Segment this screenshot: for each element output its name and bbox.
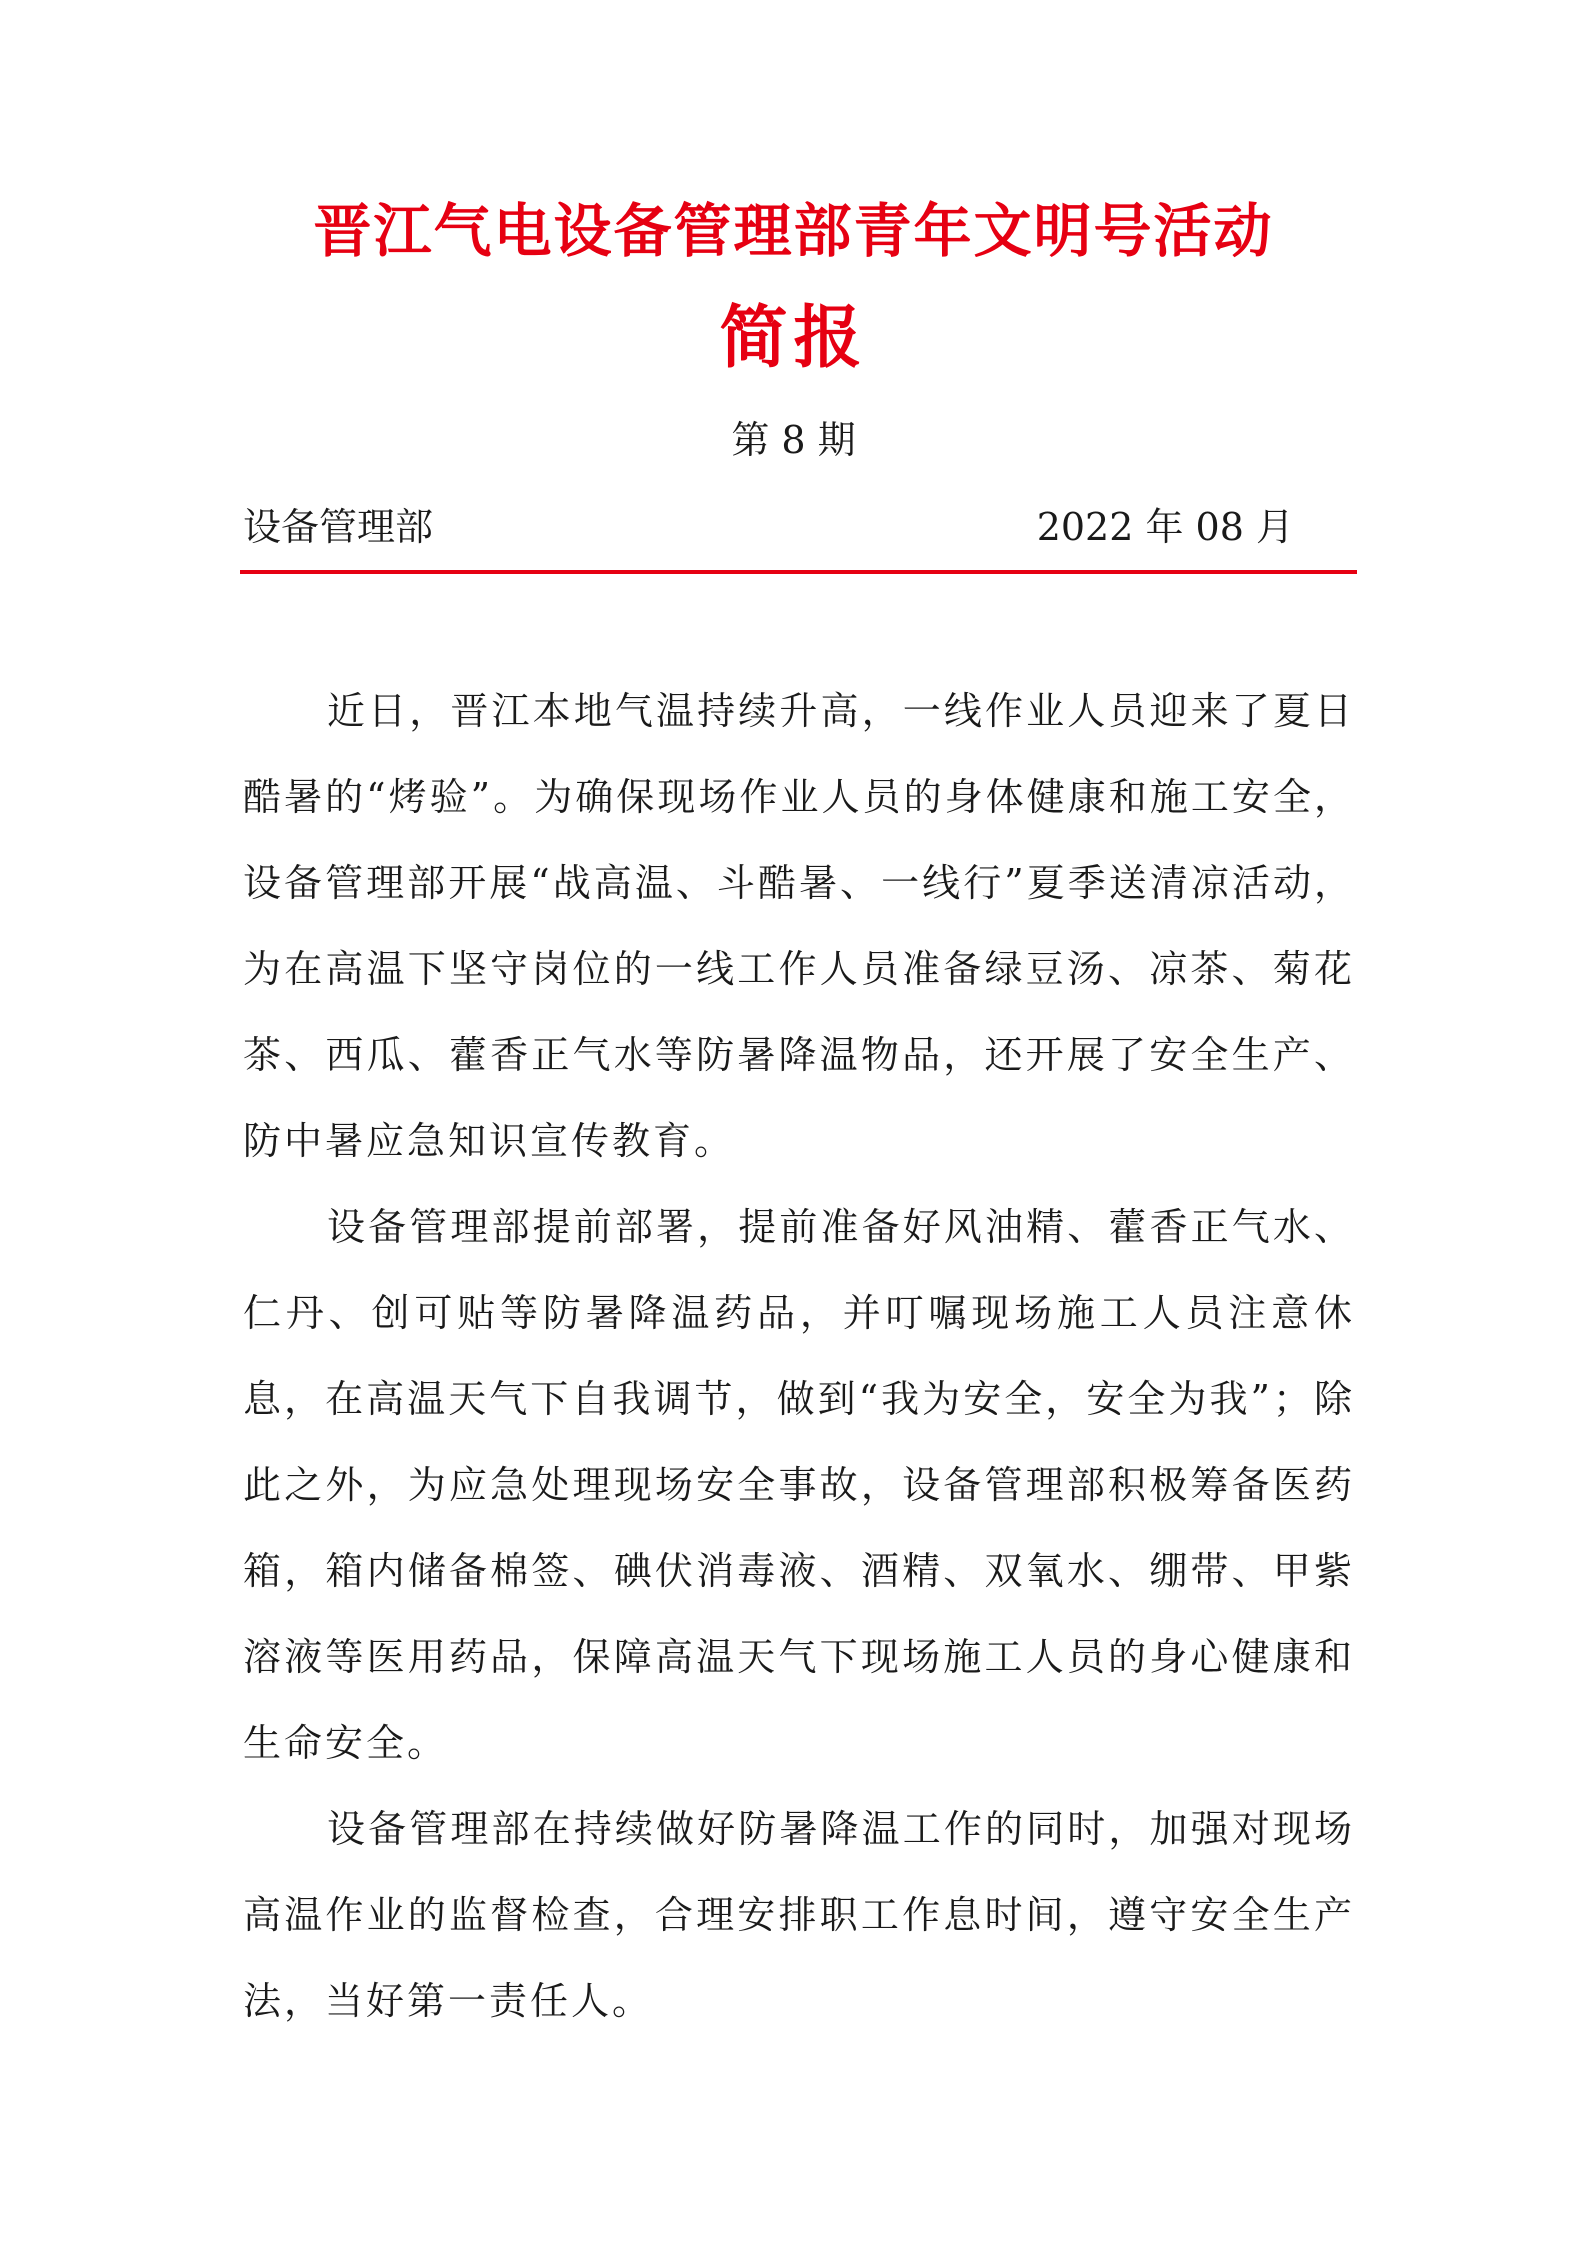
issue-date: 2022 年 08 月	[1036, 505, 1294, 549]
article-paragraph: 设备管理部在持续做好防暑降温工作的同时，加强对现场高温作业的监督检查，合理安排职工作息时间，遵守安全生产法，当好第一责任人。	[243, 1807, 1355, 2023]
issue-number: 第 8 期	[731, 418, 856, 462]
article-paragraph: 设备管理部提前部署，提前准备好风油精、藿香正气水、仁丹、创可贴等防暑降温药品，并叮嘱现场施工人员注意休息，在高温天气下自我调节，做到“我为安全，安全为我”；除此之外，为应急处理现场安全事故，设备管理部积极筹备医药箱，箱内储备棉签、碘伏消毒液、酒精、双氧水、绷带、甲紫溶液等医用药品，保障高温天气下现场施工人员的身心健康和生命安全。	[243, 1205, 1355, 1765]
document-subtitle: 简报	[719, 298, 868, 378]
article-body	[243, 668, 1355, 2044]
header-divider	[240, 570, 1357, 574]
article-paragraph: 近日，晋江本地气温持续升高，一线作业人员迎来了夏日酷暑的“烤验”。为确保现场作业人员的身体健康和施工安全，设备管理部开展“战高温、斗酷暑、一线行”夏季送清凉活动，为在高温下坚守岗位的一线工作人员准备绿豆汤、凉茶、菊花茶、西瓜、藿香正气水等防暑降温物品，还开展了安全生产、防中暑应急知识宣传教育。	[243, 689, 1355, 1163]
department-label: 设备管理部	[243, 505, 434, 549]
document-title: 晋江气电设备管理部青年文明号活动	[313, 197, 1274, 265]
